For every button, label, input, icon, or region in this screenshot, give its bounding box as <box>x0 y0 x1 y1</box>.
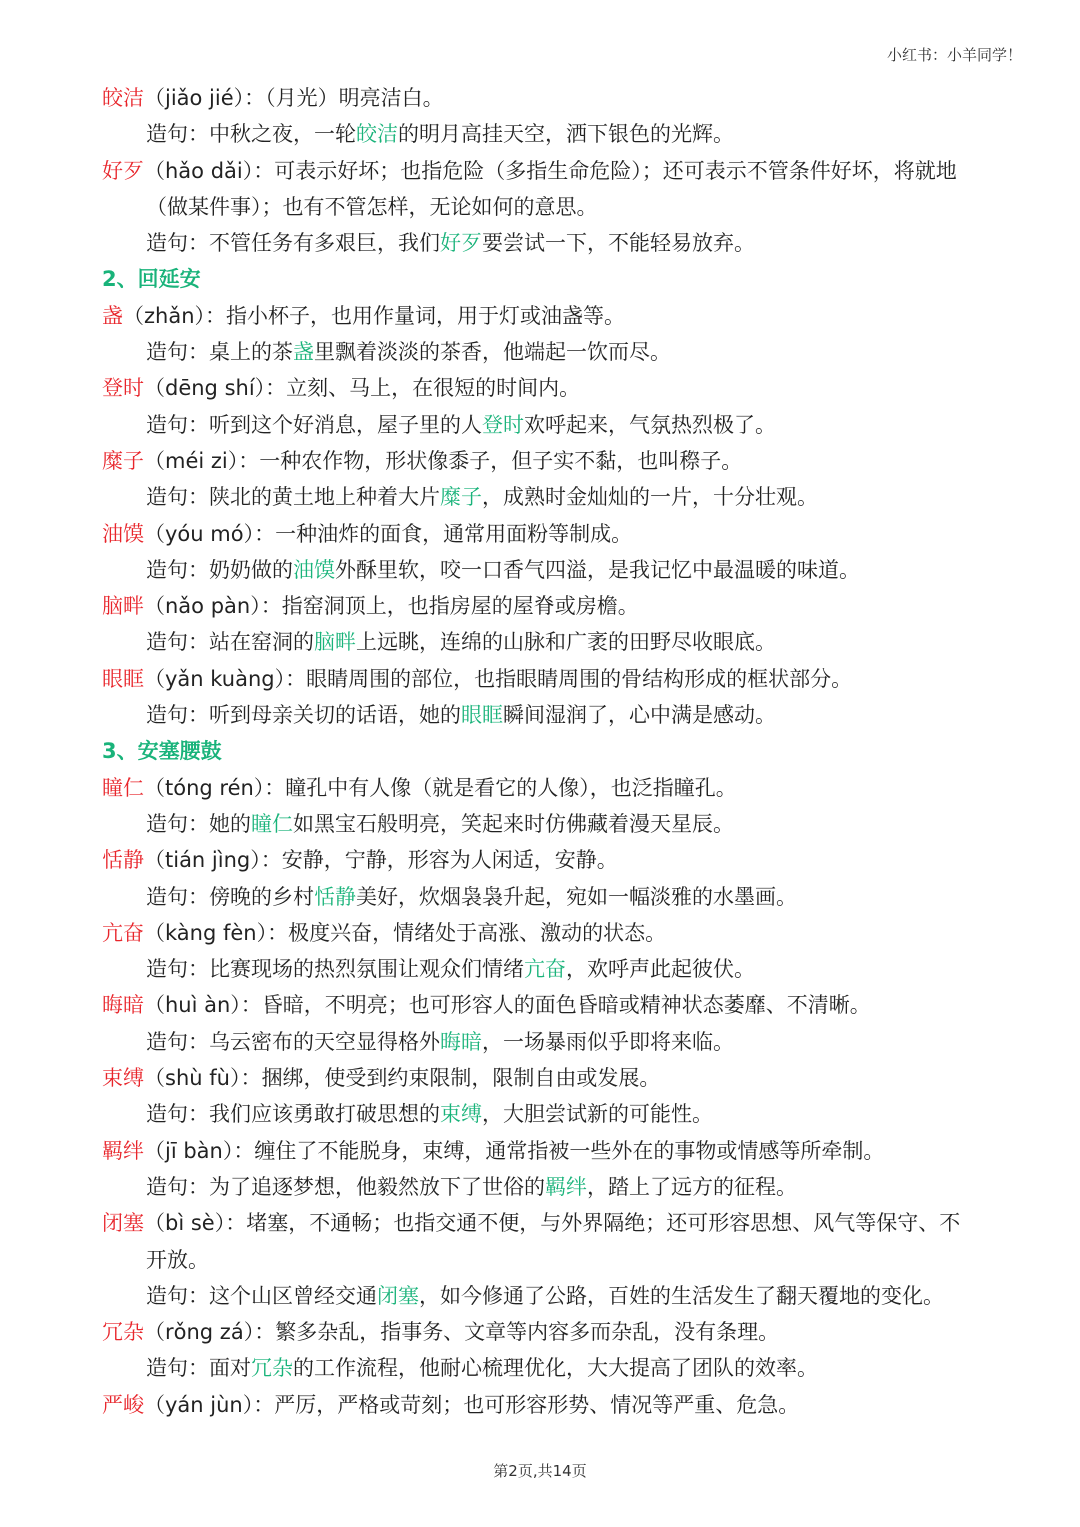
term-definition: （tián jìng）：安静，宁静，形容为人闲适，安静。 <box>144 848 618 873</box>
example-sentence <box>102 116 1002 152</box>
header-note: 小红书：小羊同学！ <box>886 46 1022 64</box>
term-word: 好歹 <box>102 158 144 183</box>
sentence-highlight: 闭塞 <box>377 1283 419 1308</box>
sentence-text: 造句：陕北的黄土地上种着大片 <box>146 485 440 510</box>
sentence-highlight: 糜子 <box>440 485 482 510</box>
term-word: 糜子 <box>102 448 144 473</box>
sentence-text: 美好，炊烟袅袅升起，宛如一幅淡雅的水墨画。 <box>356 884 797 909</box>
term-word: 晦暗 <box>102 993 144 1018</box>
definition-continued <box>102 189 1002 225</box>
example-sentence <box>102 806 1002 842</box>
term-entry <box>102 842 1002 878</box>
sentence-text: 造句：我们应该勇敢打破思想的 <box>146 1102 440 1127</box>
term-entry <box>102 1314 1002 1350</box>
term-word: 严峻 <box>102 1392 144 1417</box>
sentence-highlight: 瞳仁 <box>251 811 293 836</box>
sentence-text: 欢呼起来，气氛热烈极了。 <box>524 412 776 437</box>
sentence-text: 造句：为了追逐梦想，他毅然放下了世俗的 <box>146 1174 545 1199</box>
term-entry <box>102 370 1002 406</box>
sentence-text: 外酥里软，咬一口香气四溢，是我记忆中最温暖的味道。 <box>335 557 860 582</box>
term-entry <box>102 661 1002 697</box>
term-definition: （tóng rén）：瞳孔中有人像（就是看它的人像），也泛指瞳孔。 <box>144 775 737 800</box>
term-entry <box>102 1060 1002 1096</box>
term-definition: （zhǎn）：指小杯子，也用作量词，用于灯或油盏等。 <box>123 303 626 328</box>
term-word: 脑畔 <box>102 594 144 619</box>
example-sentence <box>102 697 1002 733</box>
term-definition: （kàng fèn）：极度兴奋，情绪处于高涨、激动的状态。 <box>144 920 667 945</box>
sentence-text: 上远眺，连绵的山脉和广袤的田野尽收眼底。 <box>356 630 776 655</box>
term-entry <box>102 1133 1002 1169</box>
term-word: 皎洁 <box>102 86 144 110</box>
example-sentence <box>102 1169 1002 1205</box>
sentence-text: 的明月高挂天空，洒下银色的光辉。 <box>398 122 734 147</box>
term-definition: （bì sè）：堵塞，不通畅；也指交通不便，与外界隔绝；还可形容思想、风气等保守、不 <box>144 1211 961 1236</box>
term-definition: （shù fù）：捆绑，使受到约束限制，限制自由或发展。 <box>144 1066 661 1091</box>
section-heading-text: 2、回延安 <box>102 267 201 292</box>
term-word: 眼眶 <box>102 666 144 691</box>
term-word: 羁绊 <box>102 1138 144 1163</box>
term-definition: （yán jùn）：严厉，严格或苛刻；也可形容形势、情况等严重、危急。 <box>144 1392 800 1417</box>
sentence-text: 造句：听到这个好消息，屋子里的人 <box>146 412 482 437</box>
section-heading <box>102 733 1002 769</box>
term-word: 冗杂 <box>102 1320 144 1345</box>
term-word: 瞳仁 <box>102 775 144 800</box>
example-sentence <box>102 879 1002 915</box>
sentence-text: ，如今修通了公路，百姓的生活发生了翻天覆地的变化。 <box>419 1283 944 1308</box>
term-word: 束缚 <box>102 1066 144 1091</box>
vocab-list <box>102 80 1002 1423</box>
term-word: 恬静 <box>102 848 144 873</box>
term-definition: （hǎo dǎi）：可表示好坏；也指危险（多指生命危险）；还可表示不管条件好坏，将就地 <box>144 158 957 183</box>
example-sentence <box>102 624 1002 660</box>
example-sentence <box>102 552 1002 588</box>
term-entry <box>102 1205 1002 1241</box>
sentence-highlight: 登时 <box>482 412 524 437</box>
term-definition: （méi zi）：一种农作物，形状像黍子，但子实不黏，也叫穄子。 <box>144 448 743 473</box>
section-heading-text: 3、安塞腰鼓 <box>102 739 222 764</box>
sentence-text: 造句：这个山区曾经交通 <box>146 1283 377 1308</box>
sentence-highlight: 恬静 <box>314 884 356 909</box>
example-sentence <box>102 225 1002 261</box>
term-entry <box>102 153 1002 189</box>
section-heading <box>102 261 1002 297</box>
sentence-text: 造句：站在窑洞的 <box>146 630 314 655</box>
example-sentence <box>102 1096 1002 1132</box>
example-sentence <box>102 479 1002 515</box>
term-entry <box>102 443 1002 479</box>
sentence-text: 造句：听到母亲关切的话语，她的 <box>146 703 461 728</box>
sentence-highlight: 皎洁 <box>356 122 398 147</box>
page-number: 第2页,共14页 <box>493 1462 587 1480</box>
example-sentence <box>102 407 1002 443</box>
term-definition: （dēng shí）：立刻、马上，在很短的时间内。 <box>144 376 581 401</box>
sentence-text: ，一场暴雨似乎即将来临。 <box>482 1029 734 1054</box>
term-definition: （huì àn）：昏暗，不明亮；也可形容人的面色昏暗或精神状态萎靡、不清晰。 <box>144 993 871 1018</box>
term-entry <box>102 298 1002 334</box>
sentence-highlight: 束缚 <box>440 1102 482 1127</box>
sentence-text: 造句：乌云密布的天空显得格外 <box>146 1029 440 1054</box>
sentence-highlight: 脑畔 <box>314 630 356 655</box>
term-word: 亢奋 <box>102 920 144 945</box>
term-definition: （rǒng zá）：繁多杂乱，指事务、文章等内容多而杂乱，没有条理。 <box>144 1320 780 1345</box>
sentence-highlight: 盏 <box>293 340 314 365</box>
sentence-text: ，踏上了远方的征程。 <box>587 1174 797 1199</box>
sentence-text: ，成熟时金灿灿的一片，十分壮观。 <box>482 485 818 510</box>
term-entry <box>102 987 1002 1023</box>
sentence-text: 造句：面对 <box>146 1356 251 1381</box>
sentence-text: 造句：不管任务有多艰巨，我们 <box>146 231 440 256</box>
term-entry <box>102 770 1002 806</box>
sentence-highlight: 亢奋 <box>524 957 566 982</box>
sentence-text: 瞬间湿润了，心中满是感动。 <box>503 703 776 728</box>
sentence-highlight: 好歹 <box>440 231 482 256</box>
sentence-text: 如黑宝石般明亮，笑起来时仿佛藏着漫天星辰。 <box>293 811 734 836</box>
example-sentence <box>102 334 1002 370</box>
sentence-text: ，欢呼声此起彼伏。 <box>566 957 755 982</box>
term-definition: （yǎn kuàng）：眼睛周围的部位，也指眼睛周围的骨结构形成的框状部分。 <box>144 666 853 691</box>
sentence-highlight: 油馍 <box>293 557 335 582</box>
term-definition: （jiǎo jié）：（月光）明亮洁白。 <box>144 86 444 110</box>
example-sentence <box>102 1350 1002 1386</box>
sentence-highlight: 晦暗 <box>440 1029 482 1054</box>
sentence-text: 造句：她的 <box>146 811 251 836</box>
term-word: 盏 <box>102 303 123 328</box>
sentence-text: 要尝试一下，不能轻易放弃。 <box>482 231 755 256</box>
sentence-text: 里飘着淡淡的茶香，他端起一饮而尽。 <box>314 340 671 365</box>
sentence-text: 的工作流程，他耐心梳理优化，大大提高了团队的效率。 <box>293 1356 818 1381</box>
term-word: 登时 <box>102 376 144 401</box>
example-sentence <box>102 1278 1002 1314</box>
term-entry <box>102 915 1002 951</box>
term-entry <box>102 1387 1002 1423</box>
sentence-text: 造句：奶奶做的 <box>146 557 293 582</box>
term-entry <box>102 80 1002 116</box>
term-definition: （yóu mó）：一种油炸的面食，通常用面粉等制成。 <box>144 521 633 546</box>
sentence-highlight: 冗杂 <box>251 1356 293 1381</box>
term-definition: （nǎo pàn）：指窑洞顶上，也指房屋的屋脊或房檐。 <box>144 594 639 619</box>
sentence-text: 造句：桌上的茶 <box>146 340 293 365</box>
definition-continued-text: 开放。 <box>146 1247 209 1272</box>
sentence-text: ，大胆尝试新的可能性。 <box>482 1102 713 1127</box>
sentence-text: 造句：傍晚的乡村 <box>146 884 314 909</box>
example-sentence <box>102 951 1002 987</box>
sentence-highlight: 羁绊 <box>545 1174 587 1199</box>
term-entry <box>102 588 1002 624</box>
sentence-text: 造句：中秋之夜，一轮 <box>146 122 356 147</box>
example-sentence <box>102 1024 1002 1060</box>
sentence-highlight: 眼眶 <box>461 703 503 728</box>
sentence-text: 造句：比赛现场的热烈氛围让观众们情绪 <box>146 957 524 982</box>
term-definition: （jī bàn）：缠住了不能脱身，束缚，通常指被一些外在的事物或情感等所牵制。 <box>144 1138 885 1163</box>
definition-continued <box>102 1242 1002 1278</box>
definition-continued-text: （做某件事）；也有不管怎样，无论如何的意思。 <box>146 194 598 219</box>
term-word: 油馍 <box>102 521 144 546</box>
term-entry <box>102 516 1002 552</box>
term-word: 闭塞 <box>102 1211 144 1236</box>
